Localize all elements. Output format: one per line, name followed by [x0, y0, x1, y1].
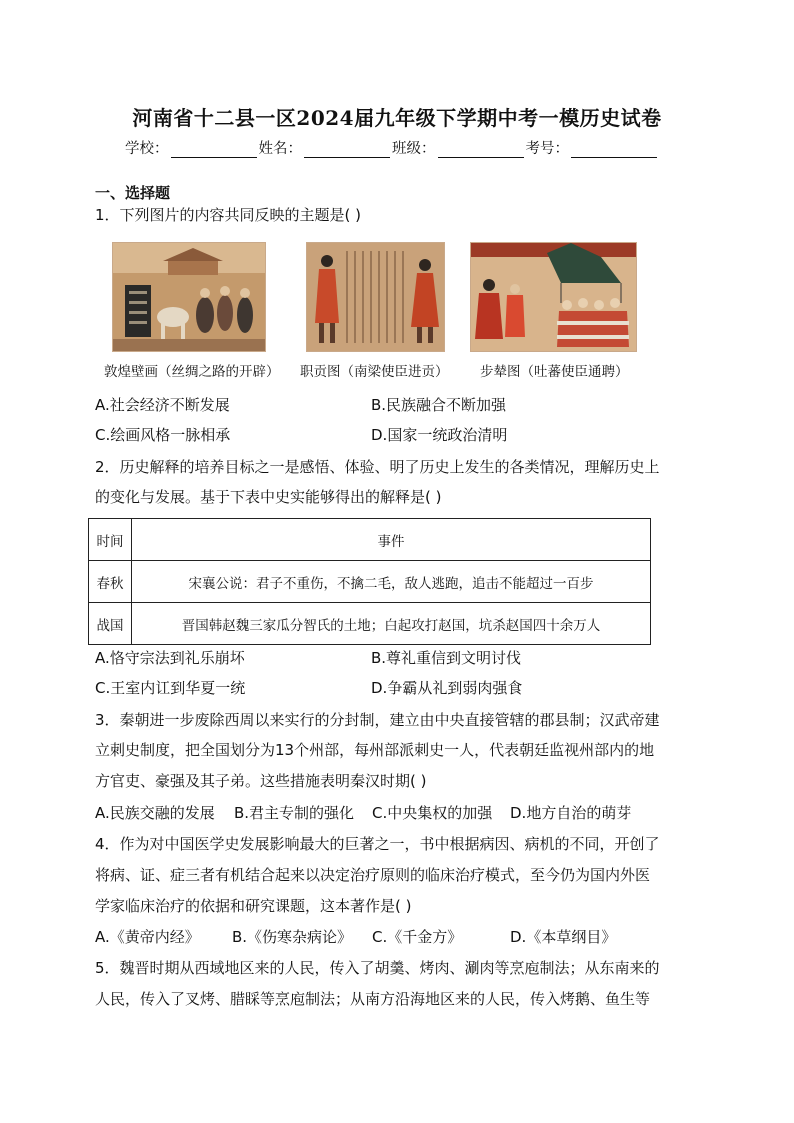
q4-stem-line2: 将病、证、症三者有机结合起来以决定治疗原则的临床治疗模式，至今仍为国内外医: [95, 866, 651, 884]
caption-bunian: 步辇图（吐蕃使臣通聘）: [480, 364, 629, 380]
name-blank[interactable]: [304, 142, 390, 158]
q2-stem-line2: 的变化与发展。基于下表中史实能够得出的解释是( ): [95, 488, 442, 506]
q4-stem-line3: 学家临床治疗的依据和研究课题，这本著作是( ): [95, 897, 412, 915]
q3-option-d[interactable]: D.地方自治的萌芽: [510, 804, 632, 822]
q2-option-b[interactable]: B.尊礼重信到文明讨伐: [371, 649, 522, 667]
table-cell-event: 晋国韩赵魏三家瓜分智氏的土地；白起攻打赵国，坑杀赵国四十余万人: [132, 603, 651, 645]
q4-option-c[interactable]: C.《千金方》: [372, 928, 463, 946]
q1-option-d[interactable]: D.国家一统政治清明: [371, 426, 508, 444]
table-row: [89, 561, 651, 603]
caption-dunhuang: 敦煌壁画（丝绸之路的开辟）: [104, 364, 280, 380]
q2-option-d[interactable]: D.争霸从礼到弱肉强食: [371, 679, 523, 697]
name-label: 姓名：: [258, 141, 302, 157]
table-header-time: 时间: [89, 519, 132, 561]
q1-option-c[interactable]: C.绘画风格一脉相承: [95, 426, 231, 444]
q1-stem: 1．下列图片的内容共同反映的主题是( ): [95, 206, 362, 224]
q3-stem-line2: 立刺史制度，把全国划分为13个州部，每州部派刺史一人，代表朝廷监视州部内的地: [95, 741, 655, 759]
dunhuang-mural-image: [112, 242, 266, 352]
page-title: 河南省十二县一区2024届九年级下学期中考一模历史试卷: [132, 106, 662, 130]
school-label: 学校：: [125, 141, 169, 157]
q3-option-b[interactable]: B.君主专制的强化: [234, 804, 355, 822]
q3-option-c[interactable]: C.中央集权的加强: [372, 804, 493, 822]
table-header-row: [89, 519, 651, 561]
class-label: 班级：: [392, 141, 436, 157]
q3-stem-line1: 3．秦朝进一步废除西周以来实行的分封制，建立由中央直接管辖的郡县制；汉武帝建: [95, 711, 660, 729]
table-cell-period: 春秋: [89, 561, 132, 603]
q4-stem-line1: 4．作为对中国医学史发展影响最大的巨著之一，书中根据病因、病机的不同，开创了: [95, 835, 660, 853]
q2-option-c[interactable]: C.王室内讧到华夏一统: [95, 679, 246, 697]
q4-option-d[interactable]: D.《本草纲目》: [510, 928, 617, 946]
q1-option-b[interactable]: B.民族融合不断加强: [371, 396, 507, 414]
table-row: [89, 603, 651, 645]
history-table: [88, 518, 651, 645]
section-title: 一、选择题: [95, 184, 171, 202]
table-header-event: 事件: [132, 519, 651, 561]
q1-option-a[interactable]: A.社会经济不断发展: [95, 396, 230, 414]
class-blank[interactable]: [438, 142, 524, 158]
zhigong-tu-image: [306, 242, 445, 352]
number-label: 考号：: [525, 141, 569, 157]
number-blank[interactable]: [571, 142, 657, 158]
school-blank[interactable]: [171, 142, 257, 158]
caption-zhigong: 职贡图（南梁使臣进贡）: [300, 364, 449, 380]
q3-option-a[interactable]: A.民族交融的发展: [95, 804, 215, 822]
table-cell-event: 宋襄公说：君子不重伤，不擒二毛，敌人逃跑，追击不能超过一百步: [132, 561, 651, 603]
q3-stem-line3: 方官吏、豪强及其子弟。这些措施表明秦汉时期( ): [95, 772, 427, 790]
q4-option-b[interactable]: B.《伤寒杂病论》: [232, 928, 353, 946]
q2-option-a[interactable]: A.恪守宗法到礼乐崩坏: [95, 649, 245, 667]
q5-stem-line2: 人民，传入了叉烤、腊睬等烹庖制法；从南方沿海地区来的人民，传入烤鹅、鱼生等: [95, 990, 651, 1008]
q4-option-a[interactable]: A.《黄帝内经》: [95, 928, 200, 946]
bunian-tu-image: [470, 242, 637, 352]
table-cell-period: 战国: [89, 603, 132, 645]
q2-stem-line1: 2．历史解释的培养目标之一是感悟、体验、明了历史上发生的各类情况，理解历史上: [95, 458, 660, 476]
q5-stem-line1: 5．魏晋时期从西域地区来的人民，传入了胡羹、烤肉、涮肉等烹庖制法；从东南来的: [95, 959, 660, 977]
student-info: [125, 137, 659, 158]
